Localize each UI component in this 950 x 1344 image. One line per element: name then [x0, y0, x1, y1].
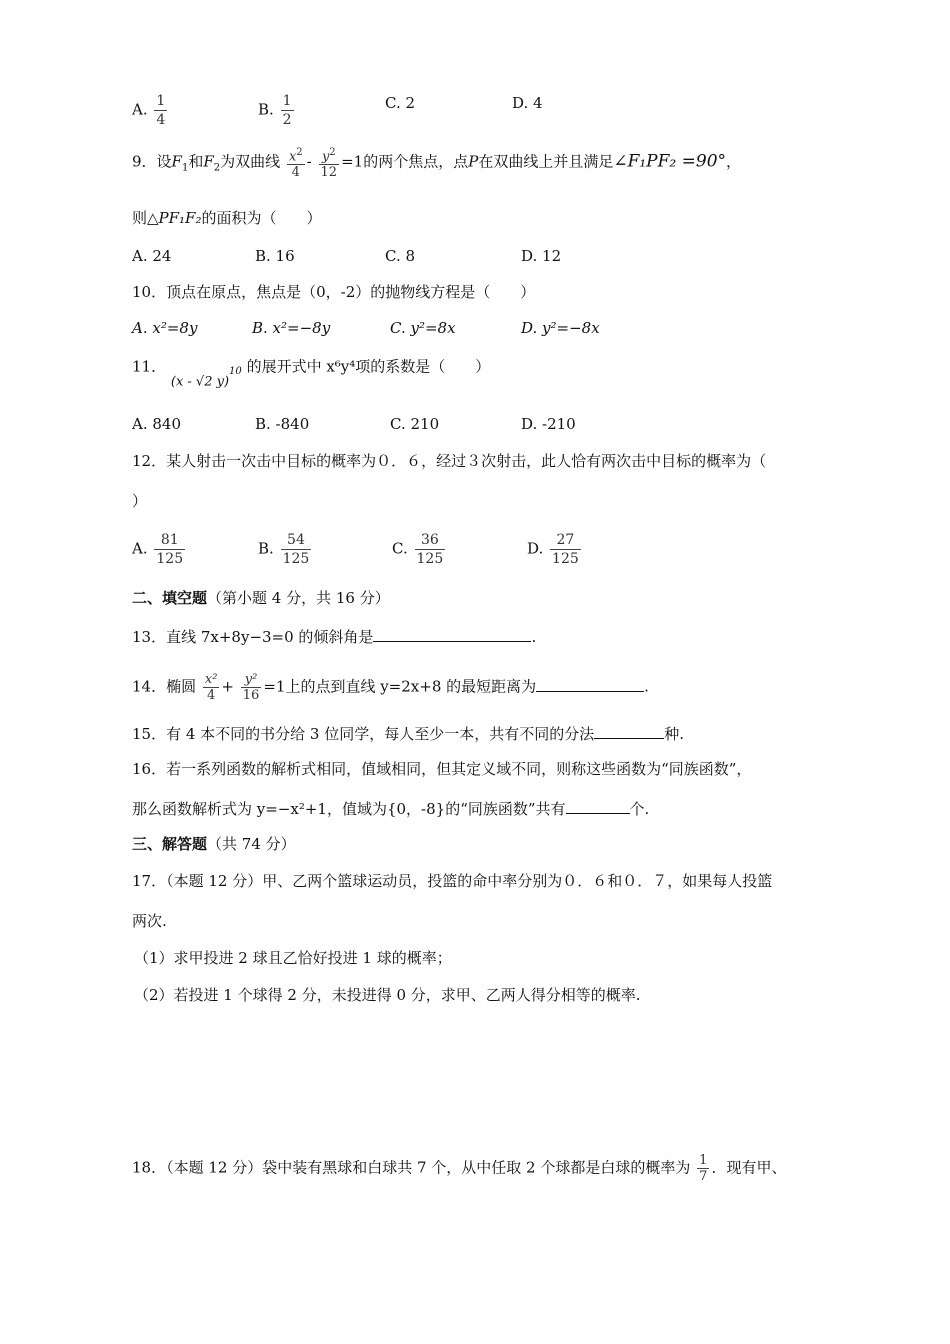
- q10-option-c: C. y²=8x: [390, 319, 456, 337]
- question-13: 13．直线 7x+8y−3=0 的倾斜角是 .: [132, 625, 536, 647]
- q9-option-c: C. 8: [385, 247, 416, 265]
- question-17-part-2: （2）若投进 1 个球得 2 分，未投进得 0 分，求甲、乙两人得分相等的概率.: [134, 986, 641, 1004]
- q10-option-a: A. x²=8y: [132, 319, 198, 337]
- fraction: $\frac{54}{125}$: [282, 532, 310, 567]
- question-15: 15．有 4 本不同的书分给 3 位同学，每人至少一本，共有不同的分法 种.: [132, 722, 684, 744]
- question-14: 14．椭圆 $\frac{\text{x²}}{4}$ + $\frac{\text{y²}}{16}$ =1上的点到直线 y=2x+8 的最短距离为 .: [132, 672, 649, 703]
- q11-option-c: C. 210: [390, 415, 440, 433]
- question-18: 18．（本题 12 分）袋中装有黑球和白球共 7 个，从中任取 2 个球都是白球的概率为 $\frac{1}{7}$ ．现有甲、: [132, 1153, 787, 1184]
- fraction: $\frac{1}{2}$: [282, 93, 292, 128]
- q12-option-d: D. $\frac{27}{125}$: [527, 532, 579, 567]
- fraction: $\frac{36}{125}$: [416, 532, 444, 567]
- q12-option-b: B. $\frac{54}{125}$: [258, 532, 310, 567]
- q9-option-a: A. 24: [132, 247, 172, 265]
- answer-blank: [594, 722, 664, 739]
- question-12-line-1: 12．某人射击一次击中目标的概率为０．６，经过３次射击，此人恰有两次击中目标的概率为（: [132, 452, 767, 470]
- q9-option-b: B. 16: [255, 247, 295, 265]
- q11-option-b: B. -840: [255, 415, 310, 433]
- q12-option-a: A. $\frac{81}{125}$: [132, 532, 184, 567]
- question-16-line-2: 那么函数解析式为 y=−x²+1，值域为{0，-8}的“同族函数”共有 个.: [132, 797, 649, 819]
- question-17-line-1: 17．（本题 12 分）甲、乙两个篮球运动员，投篮的命中率分别为０．６和０．７，如果每人投篮: [132, 872, 773, 890]
- section-heading-fill-in: 二、填空题（第小题 4 分，共 16 分）: [132, 589, 390, 607]
- question-17-line-2: 两次.: [132, 912, 167, 930]
- section-heading-solutions: 三、解答题（共 74 分）: [132, 835, 296, 853]
- question-11: 11． (x - √2 y)$^{10}$ 的展开式中 x⁶y⁴项的系数是（ ）: [132, 354, 490, 378]
- binomial-expression: (x - √2 y)$^{10}$: [170, 366, 242, 390]
- question-12-line-2: ）: [132, 492, 148, 510]
- q8-option-c: C. 2: [385, 94, 416, 112]
- fraction: $\frac{81}{125}$: [156, 532, 184, 567]
- q11-option-d: D. -210: [521, 415, 576, 433]
- question-16-line-1: 16．若一系列函数的解析式相同，值域相同，但其定义域不同，则称这些函数为“同族函数”，: [132, 760, 752, 778]
- q8-option-a: A. $\frac{1}{4}$: [132, 93, 166, 128]
- question-9-line-1: 9．设$F_1$和$F_2$为双曲线 $\frac{x^2}{4}$ - $\frac{y^2}{12}$ =1的两个焦点，点P在双曲线上并且满足∠F₁PF₂ =90°，: [132, 147, 742, 181]
- q11-option-a: A. 840: [132, 415, 181, 433]
- question-17-part-1: （1）求甲投进 2 球且乙恰好投进 1 球的概率；: [134, 949, 452, 967]
- answer-blank: [566, 797, 630, 814]
- fraction: $\frac{1}{7}$: [699, 1153, 708, 1184]
- q8-option-d: D. 4: [512, 94, 543, 112]
- fraction: $\frac{1}{4}$: [156, 93, 166, 128]
- answer-blank: [536, 675, 644, 692]
- answer-blank: [373, 625, 531, 642]
- question-10: 10．顶点在原点，焦点是（0，-2）的抛物线方程是（ ）: [132, 283, 536, 301]
- fraction: $\frac{x^2}{4}$: [288, 147, 303, 181]
- q9-option-d: D. 12: [521, 247, 562, 265]
- q12-option-c: C. $\frac{36}{125}$: [392, 532, 444, 567]
- q10-option-d: D. y²=−8x: [521, 319, 600, 337]
- fraction: $\frac{\text{y²}}{16}$: [242, 672, 260, 703]
- fraction: $\frac{y^2}{12}$: [320, 147, 338, 181]
- fraction: $\frac{\text{x²}}{4}$: [204, 672, 218, 703]
- q10-option-b: B. x²=−8y: [252, 319, 331, 337]
- question-9-line-2: 则△PF₁F₂的面积为（ ）: [132, 209, 322, 227]
- fraction: $\frac{27}{125}$: [552, 532, 579, 567]
- q8-option-b: B. $\frac{1}{2}$: [258, 93, 292, 128]
